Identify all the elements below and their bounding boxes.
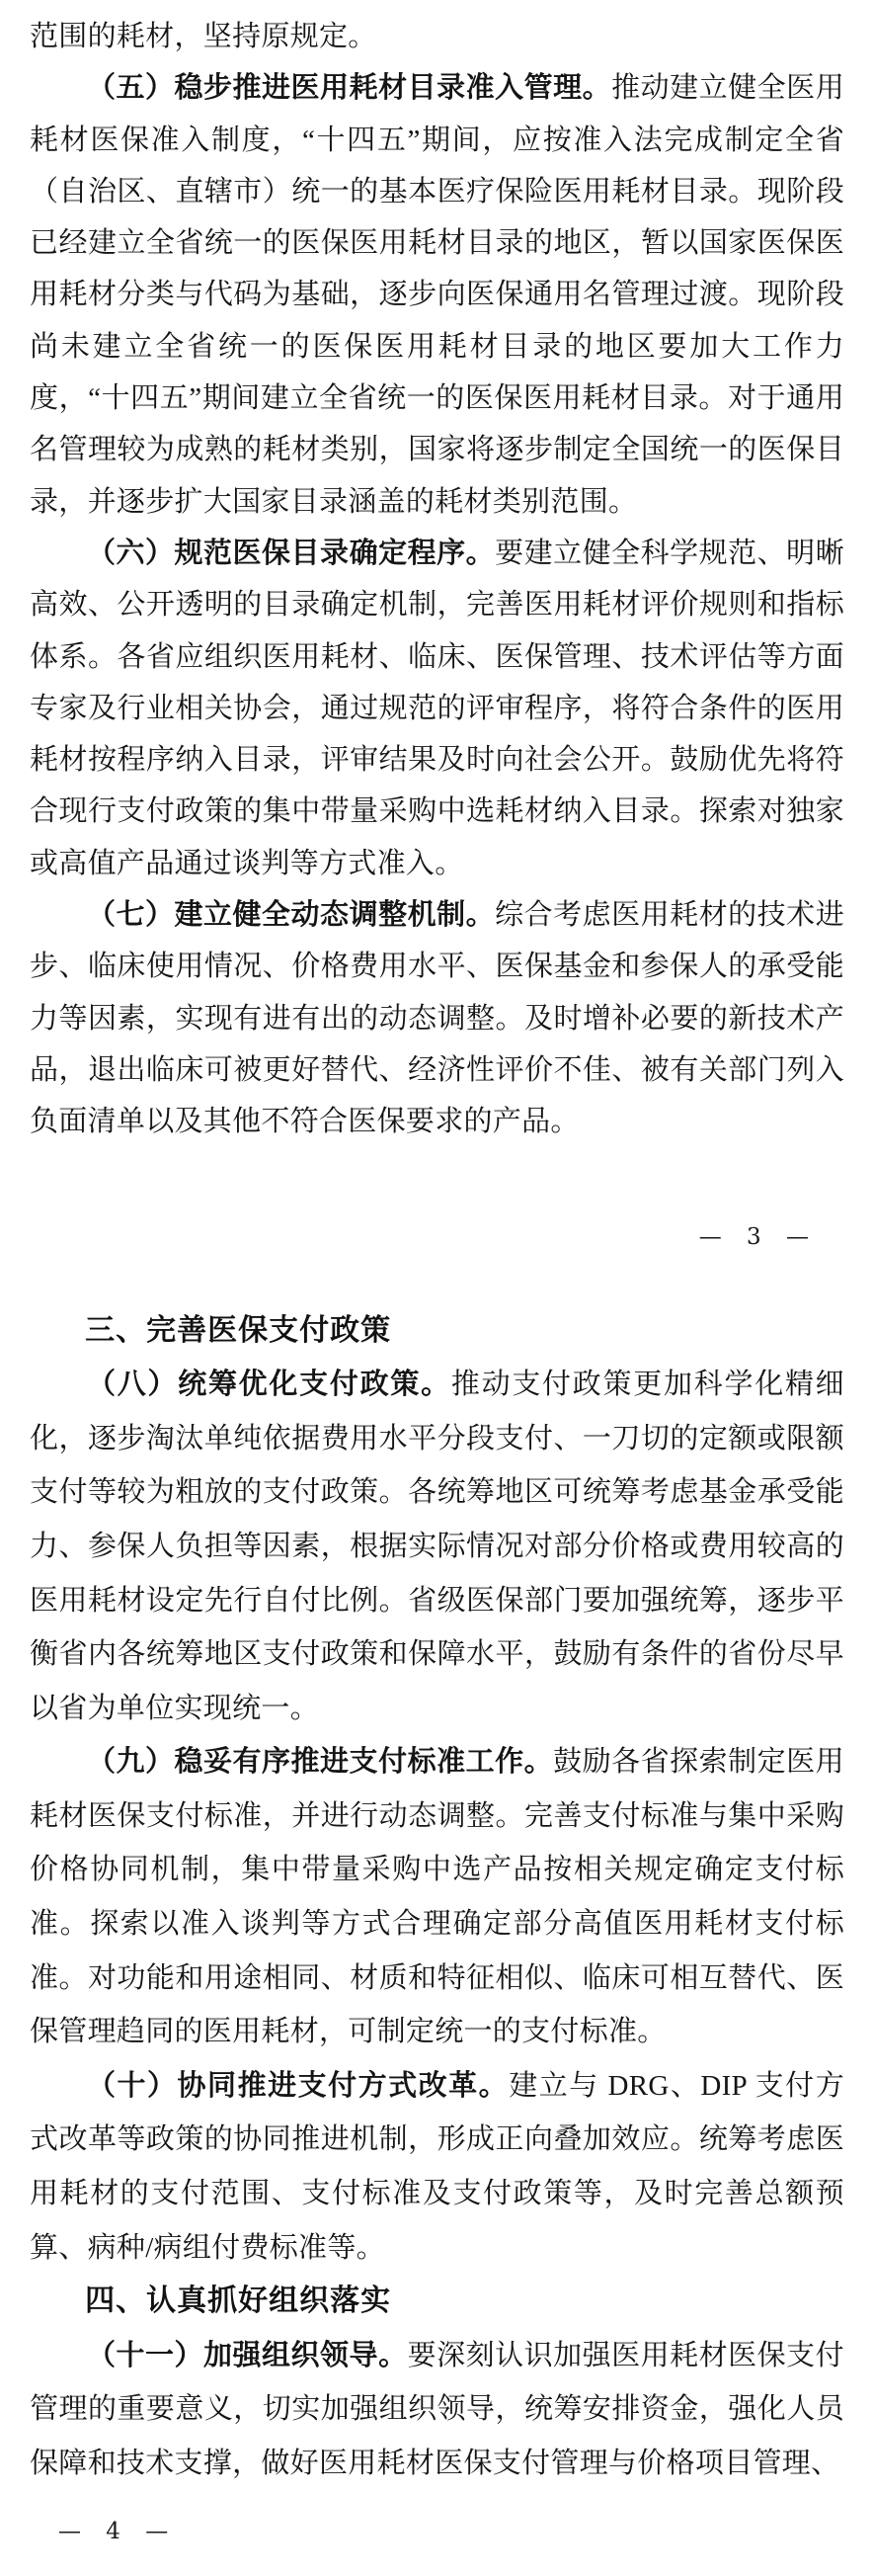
paragraph-body: 综合考虑医用耗材的技术进步、临床使用情况、价格费用水平、医保基金和参保人的承受能力等因素，实现有进有出的动态调整。及时增补必要的新技术产品，退出临床可被更好替代、经济性评价不佳、被有关部门列入负面清单以及其他不符合医保要求的产品。 bbox=[30, 899, 844, 1138]
paragraph-item-9 bbox=[30, 1735, 844, 2059]
section-heading-3: 三、完善医保支付政策 bbox=[85, 1313, 392, 1347]
paragraph-item-7 bbox=[30, 889, 844, 1147]
paragraph-item-11 bbox=[30, 2329, 844, 2491]
paragraph-lead: （九）稳妥有序推进支付标准工作。 bbox=[87, 1746, 554, 1779]
paragraph-lead: （七）建立健全动态调整机制。 bbox=[87, 899, 496, 932]
paragraph-item-5 bbox=[30, 62, 844, 528]
paragraph-lead: （十一）加强组织领导。 bbox=[87, 2339, 408, 2371]
paragraph-body: 要建立健全科学规范、明晰高效、公开透明的目录确定机制，完善医用耗材评价规则和指标体系。各省应组织医用耗材、临床、医保管理、技术评估等方面专家及行业相关协会，通过规范的评审程序，将符合条件的医用耗材按程序纳入目录，评审结果及时向社会公开。鼓励优先将符合现行支付政策的集中带量采购中选耗材纳入目录。探索对独家或高值产品通过谈判等方式准入。 bbox=[30, 537, 844, 879]
page-number-3: — 3 — bbox=[698, 1223, 818, 1250]
paragraph-item-10 bbox=[30, 2059, 844, 2275]
paragraph-body: 范围的耗材，坚持原规定。 bbox=[30, 21, 377, 52]
paragraph-lead: （十）协同推进支付方式改革。 bbox=[87, 2069, 510, 2102]
paragraph-item-6 bbox=[30, 528, 844, 889]
paragraph-body: 鼓励各省探索制定医用耗材医保支付标准，并进行动态调整。完善支付标准与集中采购价格协同机制，集中带量采购中选产品按相关规定确定支付标准。探索以准入谈判等方式合理确定部分高值医用耗材支付标准。对功能和用途相同、材质和特征相似、临床可相互替代、医保管理趋同的医用耗材，可制定统一的支付标准。 bbox=[30, 1746, 844, 2048]
paragraph-lead: （六）规范医保目录确定程序。 bbox=[87, 537, 496, 569]
section-heading-4: 四、认真抓好组织落实 bbox=[85, 2285, 392, 2318]
page-3 bbox=[30, 11, 844, 1255]
paragraph-body: 推动支付政策更加科学化精细化，逐步淘汰单纯依据费用水平分段支付、一刀切的定额或限额支付等较为粗放的支付政策。各统筹地区可统筹考虑基金承受能力、参保人负担等因素，根据实际情况对部分价格或费用较高的医用耗材设定先行自付比例。省级医保部门要加强统筹，逐步平衡省内各统筹地区支付政策和保障水平，鼓励有条件的省份尽早以省为单位实现统一。 bbox=[30, 1369, 844, 1724]
paragraph-lead: （五）稳步推进医用耗材目录准入管理。 bbox=[87, 72, 612, 105]
paragraph-continuation bbox=[30, 11, 844, 62]
paragraph-body: 要深刻认识加强医用耗材医保支付管理的重要意义，切实加强组织领导，统筹安排资金，强化人员保障和技术支撑，做好医用耗材医保支付管理与价格项目管理、 bbox=[30, 2339, 844, 2479]
paragraph-item-8 bbox=[30, 1358, 844, 1735]
page-4 bbox=[30, 1304, 844, 2549]
page-number-4: — 4 — bbox=[58, 2518, 178, 2544]
paragraph-body: 建立与 DRG、DIP 支付方式改革等政策的协同推进机制，形成正向叠加效应。统筹考虑医用耗材的支付范围、支付标准及支付政策等，及时完善总额预算、病种/病组付费标准等。 bbox=[30, 2069, 844, 2264]
paragraph-lead: （八）统筹优化支付政策。 bbox=[87, 1369, 451, 1401]
paragraph-body: 推动建立健全医用耗材医保准入制度，“十四五”期间，应按准入法完成制定全省（自治区、直辖市）统一的基本医疗保险医用耗材目录。现阶段已经建立全省统一的医保医用耗材目录的地区，暂以国家医保医用耗材分类与代码为基础，逐步向医保通用名管理过渡。现阶段尚未建立全省统一的医保医用耗材目录的地区要加大工作力度，“十四五”期间建立全省统一的医保医用耗材目录。对于通用名管理较为成熟的耗材类别，国家将逐步制定全国统一的医保目录，并逐步扩大国家目录涵盖的耗材类别范围。 bbox=[30, 72, 844, 518]
